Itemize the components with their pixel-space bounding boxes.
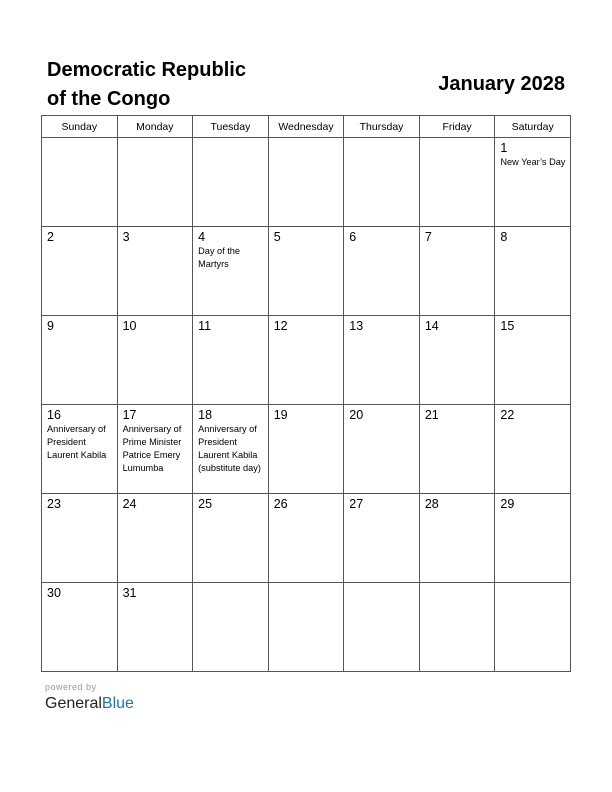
- day-number: 4: [198, 230, 206, 244]
- day-cell-content: [42, 494, 117, 582]
- day-cell: [495, 494, 571, 583]
- day-cell-content: [193, 494, 268, 582]
- day-number: 22: [500, 408, 515, 422]
- day-cell: [268, 405, 344, 494]
- day-cell: [495, 316, 571, 405]
- day-cell-content: [269, 227, 344, 315]
- empty-day-cell: [268, 583, 344, 672]
- day-cell-content: [42, 227, 117, 315]
- empty-day-cell: [495, 583, 571, 672]
- day-cell: [193, 494, 269, 583]
- day-number: 12: [273, 319, 288, 333]
- day-number: 15: [500, 319, 515, 333]
- day-number: 5: [273, 230, 281, 244]
- brand-blue-text: Blue: [101, 695, 134, 712]
- day-cell: [42, 227, 118, 316]
- day-cell-content: [344, 405, 419, 493]
- holiday-label: Anniversary of President Laurent Kabila (substitute day): [198, 424, 261, 473]
- day-cell-content: [269, 316, 344, 404]
- day-cell: [42, 494, 118, 583]
- day-cell: [193, 405, 269, 494]
- day-number: 23: [47, 497, 61, 511]
- day-number: 10: [122, 319, 137, 333]
- day-number: 21: [424, 408, 439, 422]
- weekday-header: Saturday: [495, 116, 571, 138]
- day-cell-content: [193, 138, 268, 226]
- day-number: 9: [47, 319, 54, 333]
- day-cell: [419, 227, 495, 316]
- empty-day-cell: [419, 583, 495, 672]
- day-cell: [268, 316, 344, 405]
- day-cell-content: [344, 316, 419, 404]
- generalblue-logo[interactable]: [45, 694, 134, 714]
- country-title: [47, 56, 307, 114]
- day-cell-content: [420, 227, 495, 315]
- day-cell: [268, 227, 344, 316]
- day-cell: [344, 316, 420, 405]
- day-number: 7: [424, 230, 432, 244]
- day-cell-content: [193, 227, 268, 315]
- day-number: 1: [500, 141, 508, 155]
- day-cell: [117, 494, 193, 583]
- empty-day-cell: [193, 583, 269, 672]
- week-row: [42, 583, 571, 672]
- day-cell-content: [118, 405, 193, 493]
- week-row: [42, 227, 571, 316]
- day-cell: [42, 316, 118, 405]
- day-cell-content: [42, 138, 117, 226]
- day-cell-content: [495, 583, 570, 671]
- day-cell: [419, 316, 495, 405]
- day-number: 30: [47, 586, 61, 600]
- weekday-header: Tuesday: [193, 116, 269, 138]
- day-cell-content: [42, 316, 117, 404]
- day-cell: [42, 405, 118, 494]
- empty-day-cell: [419, 138, 495, 227]
- day-cell-content: [118, 494, 193, 582]
- day-cell: [344, 494, 420, 583]
- week-row: [42, 494, 571, 583]
- day-cell-content: [42, 583, 117, 671]
- day-number: 2: [47, 230, 54, 244]
- day-number: 26: [273, 497, 288, 511]
- day-cell: [193, 316, 269, 405]
- day-cell-content: [420, 494, 495, 582]
- day-cell: [117, 227, 193, 316]
- weekday-header: Monday: [117, 116, 193, 138]
- day-cell: [495, 227, 571, 316]
- week-row: [42, 405, 571, 494]
- empty-day-cell: [42, 138, 118, 227]
- weekday-header: Sunday: [42, 116, 118, 138]
- holiday-label: Anniversary of Prime Minister Patrice Emery Lumumba: [122, 424, 182, 473]
- day-cell: [117, 405, 193, 494]
- day-cell: [344, 405, 420, 494]
- day-cell: [495, 405, 571, 494]
- day-cell-content: [193, 316, 268, 404]
- holiday-label: Anniversary of President Laurent Kabila: [47, 424, 107, 460]
- day-number: 11: [198, 319, 212, 333]
- day-cell-content: [420, 405, 495, 493]
- day-cell: [495, 138, 571, 227]
- day-cell: [268, 494, 344, 583]
- day-cell-content: [42, 405, 117, 493]
- empty-day-cell: [344, 583, 420, 672]
- day-number: 24: [122, 497, 137, 511]
- empty-day-cell: [344, 138, 420, 227]
- holiday-label: Day of the Martyrs: [198, 246, 241, 269]
- day-cell: [117, 316, 193, 405]
- empty-day-cell: [193, 138, 269, 227]
- day-cell-content: [118, 316, 193, 404]
- day-cell-content: [193, 583, 268, 671]
- country-title-line2: of the Congo: [47, 88, 171, 110]
- weekday-header-row: [42, 116, 571, 138]
- day-number: 16: [47, 408, 61, 422]
- day-number: 6: [349, 230, 357, 244]
- day-number: 14: [424, 319, 439, 333]
- day-cell-content: [344, 583, 419, 671]
- day-number: 18: [198, 408, 213, 422]
- day-cell: [193, 227, 269, 316]
- brand-general-text: General: [45, 695, 102, 712]
- day-cell-content: [344, 138, 419, 226]
- footer-branding: [45, 682, 134, 714]
- day-cell-content: [118, 138, 193, 226]
- holiday-label: New Year’s Day: [500, 157, 566, 167]
- day-cell-content: [420, 138, 495, 226]
- day-cell-content: [420, 583, 495, 671]
- day-number: 31: [122, 586, 137, 600]
- week-row: [42, 316, 571, 405]
- calendar-grid: [41, 115, 571, 672]
- day-cell-content: [495, 227, 570, 315]
- day-cell: [344, 227, 420, 316]
- day-cell-content: [344, 227, 419, 315]
- weekday-header: Thursday: [344, 116, 420, 138]
- day-cell: [419, 405, 495, 494]
- day-number: 28: [424, 497, 439, 511]
- day-number: 8: [500, 230, 508, 244]
- day-cell-content: [495, 138, 570, 226]
- powered-by-label: powered by: [45, 682, 97, 692]
- day-cell-content: [344, 494, 419, 582]
- day-cell-content: [495, 494, 570, 582]
- day-number: 3: [122, 230, 130, 244]
- weekday-header: Friday: [419, 116, 495, 138]
- empty-day-cell: [117, 138, 193, 227]
- country-title-line1: Democratic Republic: [47, 59, 246, 81]
- day-cell-content: [495, 316, 570, 404]
- day-cell: [117, 583, 193, 672]
- day-cell-content: [269, 405, 344, 493]
- day-cell-content: [269, 138, 344, 226]
- day-cell-content: [118, 583, 193, 671]
- day-cell: [42, 583, 118, 672]
- month-year-title: January 2028: [438, 73, 565, 95]
- day-number: 20: [349, 408, 364, 422]
- day-cell-content: [118, 227, 193, 315]
- day-cell-content: [269, 494, 344, 582]
- day-cell-content: [269, 583, 344, 671]
- day-cell: [419, 494, 495, 583]
- day-number: 19: [273, 408, 288, 422]
- day-cell-content: [193, 405, 268, 493]
- day-number: 13: [349, 319, 364, 333]
- day-cell-content: [420, 316, 495, 404]
- day-number: 27: [349, 497, 364, 511]
- day-number: 25: [198, 497, 213, 511]
- empty-day-cell: [268, 138, 344, 227]
- weekday-header: Wednesday: [268, 116, 344, 138]
- day-number: 29: [500, 497, 515, 511]
- day-cell-content: [495, 405, 570, 493]
- week-row: [42, 138, 571, 227]
- day-number: 17: [122, 408, 137, 422]
